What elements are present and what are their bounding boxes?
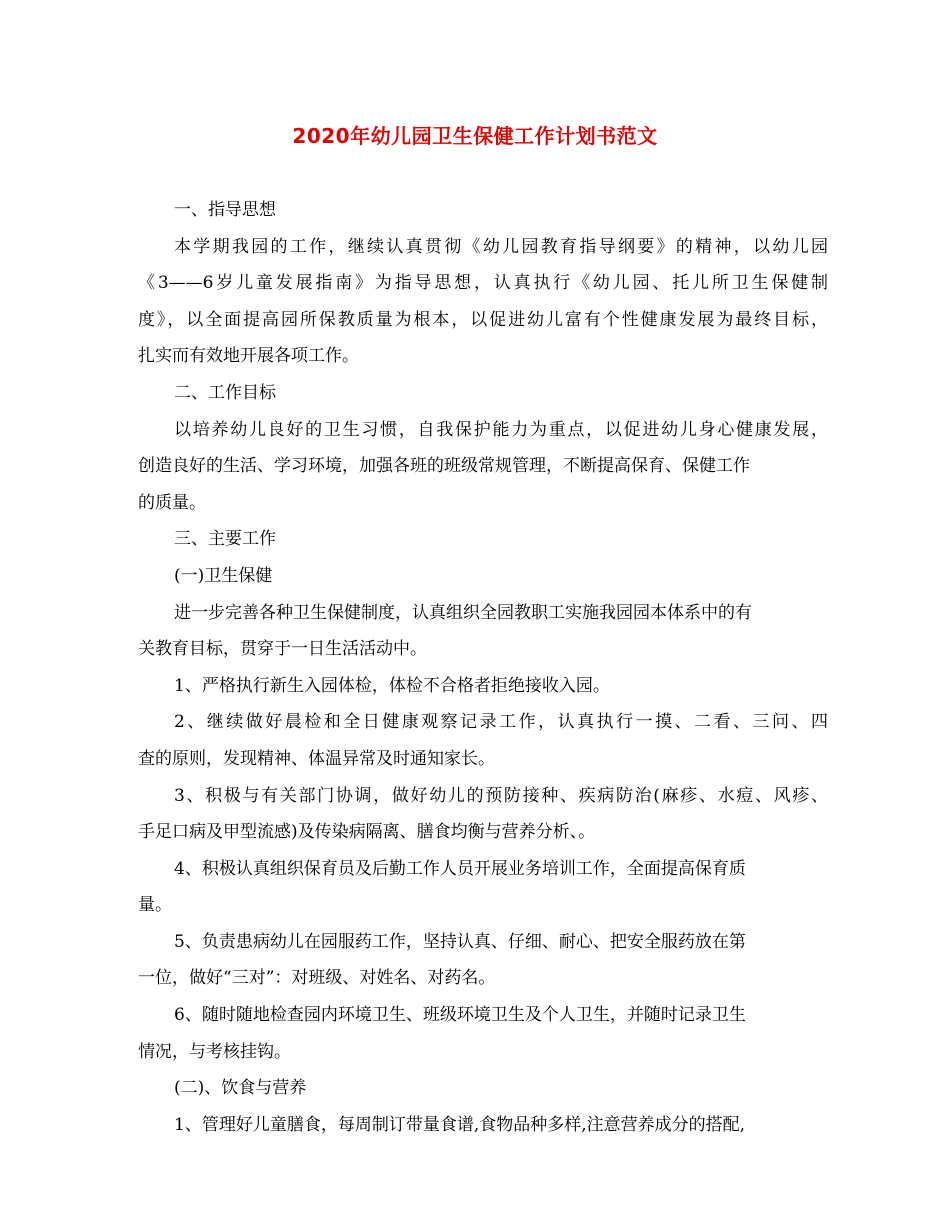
paragraph-line: 扎实而有效地开展各项工作。 <box>138 346 359 367</box>
paragraph-line: 关教育目标，贯穿于一日生活活动中。 <box>138 639 427 660</box>
list-item-continuation: 情况，与考核挂钩。 <box>138 1041 291 1062</box>
paragraph-line: 的质量。 <box>138 492 206 513</box>
paragraph-line: 《3——6岁儿童发展指南》为指导思想，认真执行《幼儿园、托儿所卫生保健制 <box>138 273 828 294</box>
list-item-continuation: 一位，做好“三对”：对班级、对姓名、对药名。 <box>138 968 496 989</box>
section-heading: 三、主要工作 <box>174 529 276 550</box>
document-body <box>138 192 828 1143</box>
section-heading: 二、工作目标 <box>174 382 276 403</box>
list-item: 3、积极与有关部门协调，做好幼儿的预防接种、疾病防治(麻疹、水痘、风疹、 <box>174 785 828 806</box>
list-item-continuation: 量。 <box>138 895 172 916</box>
subsection-heading: (二)、饮食与营养 <box>174 1078 307 1099</box>
list-item: 4、积极认真组织保育员及后勤工作人员开展业务培训工作，全面提高保育质 <box>174 858 746 879</box>
list-item: 1、管理好儿童膳食，每周制订带量食谱,食物品种多样,注意营养成分的搭配, <box>174 1114 746 1135</box>
subsection-heading: (一)卫生保健 <box>174 565 273 586</box>
paragraph-line: 本学期我园的工作，继续认真贯彻《幼儿园教育指导纲要》的精神，以幼儿园 <box>174 236 828 257</box>
list-item: 6、随时随地检查园内环境卫生、班级环境卫生及个人卫生，并随时记录卫生 <box>174 1005 746 1026</box>
list-item-continuation: 查的原则，发现精神、体温异常及时通知家长。 <box>138 748 495 769</box>
document-title: 2020年幼儿园卫生保健工作计划书范文 <box>292 124 658 148</box>
paragraph-line: 度》，以全面提高园所保教质量为根本，以促进幼儿富有个性健康发展为最终目标， <box>138 309 828 330</box>
paragraph-line: 进一步完善各种卫生保健制度，认真组织全园教职工实施我园园本体系中的有 <box>174 602 752 623</box>
list-item: 1、严格执行新生入园体检，体检不合格者拒绝接收入园。 <box>174 675 610 696</box>
paragraph-line: 以培养幼儿良好的卫生习惯，自我保护能力为重点，以促进幼儿身心健康发展， <box>174 419 828 440</box>
list-item: 5、负责患病幼儿在园服药工作，坚持认真、仔细、耐心、把安全服药放在第 <box>174 931 746 952</box>
list-item-continuation: 手足口病及甲型流感)及传染病隔离、膳食均衡与营养分析、。 <box>138 822 596 843</box>
paragraph-line: 创造良好的生活、学习环境，加强各班的班级常规管理，不断提高保育、保健工作 <box>138 456 750 477</box>
section-heading: 一、指导思想 <box>174 200 276 220</box>
list-item: 2、继续做好晨检和全日健康观察记录工作，认真执行一摸、二看、三问、四 <box>174 712 828 733</box>
